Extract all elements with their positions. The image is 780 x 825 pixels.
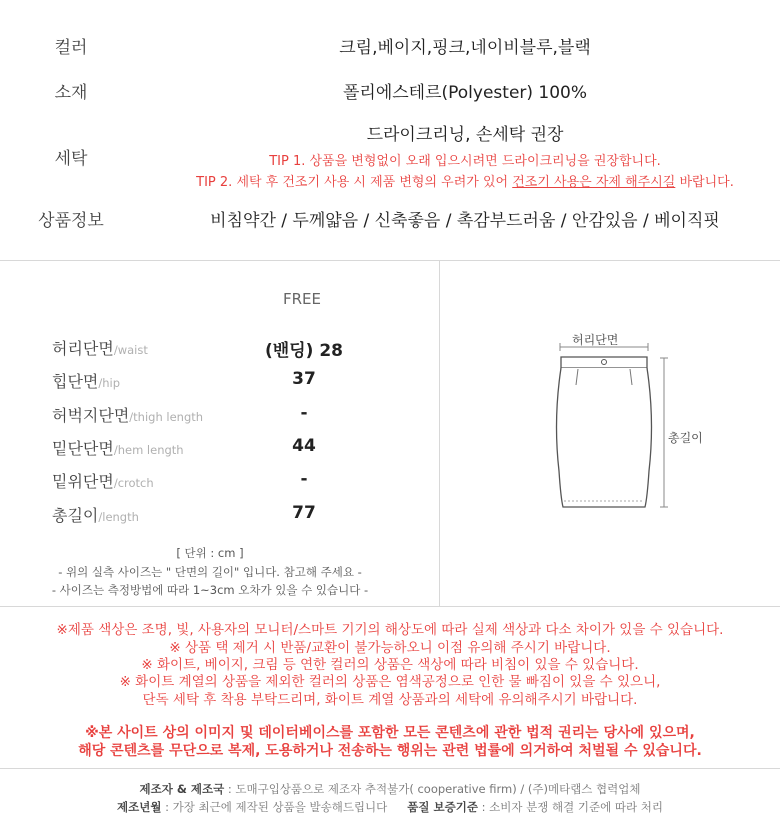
diagram-waist-label: 허리단면 bbox=[572, 333, 619, 347]
size-row-hip bbox=[52, 369, 382, 393]
size-name: 힙단면 bbox=[52, 372, 99, 391]
size-name: 허리단면 bbox=[52, 339, 114, 358]
footer-date-value: : 가장 최근에 제작된 상품을 발송해드립니다 bbox=[161, 800, 388, 814]
footer-maker bbox=[0, 781, 780, 797]
size-note-2: - 사이즈는 측정방법에 따라 1~3cm 오차가 있을 수 있습니다 - bbox=[51, 583, 369, 597]
washing-label: 세탁 bbox=[54, 149, 88, 169]
washing-value: 드라이크리닝, 손세탁 권장 bbox=[366, 125, 564, 145]
product-info-table bbox=[0, 0, 780, 260]
size-row-thigh bbox=[52, 403, 382, 427]
footer-quality-value: : 소비자 분쟁 해결 기준에 따라 처리 bbox=[477, 800, 663, 814]
product-detail-value: 비침약간 / 두께얇음 / 신축좋음 / 촉감부드러움 / 안감있음 / 베이직핏 bbox=[210, 211, 720, 231]
notice-line: ※ 화이트 계열의 상품을 제외한 컬러의 상품은 염색공정으로 인한 물 빠짐이 있을 수 있으니, bbox=[119, 674, 661, 690]
legal-notice-1: ※본 사이트 상의 이미지 및 데이터베이스를 포함한 모든 콘텐츠에 관한 법적 권리는 당사에 있으며, bbox=[85, 725, 695, 741]
size-value: 37 bbox=[292, 369, 316, 389]
footer-date-label: 제조년월 bbox=[117, 800, 162, 814]
size-value: - bbox=[300, 469, 308, 489]
color-label: 컬러 bbox=[54, 38, 88, 58]
footer-date-quality bbox=[0, 799, 780, 815]
diagram-length-label: 총길이 bbox=[668, 431, 703, 445]
divider bbox=[0, 606, 780, 607]
size-value: 77 bbox=[292, 503, 316, 523]
size-unit: [ 단위 : cm ] bbox=[176, 546, 244, 560]
size-sub: /waist bbox=[113, 343, 148, 357]
size-row-waist bbox=[52, 336, 382, 360]
size-section bbox=[0, 261, 780, 606]
size-sub: /thigh length bbox=[129, 410, 204, 424]
legal-notice-2: 해당 콘텐츠를 무단으로 복제, 도용하거나 전송하는 행위는 관련 법률에 의거하여 처벌될 수 있습니다. bbox=[78, 743, 702, 759]
size-sub: /hem length bbox=[113, 443, 184, 457]
size-divider bbox=[439, 261, 440, 606]
size-sub: /hip bbox=[98, 376, 121, 390]
divider bbox=[0, 768, 780, 769]
size-sub: /crotch bbox=[113, 476, 154, 490]
footer-maker-label: 제조자 & 제조국 bbox=[139, 782, 225, 796]
size-sub: /length bbox=[98, 510, 139, 524]
size-value: - bbox=[300, 403, 308, 423]
size-row-crotch bbox=[52, 469, 382, 493]
footer-quality-label: 품질 보증기준 bbox=[407, 800, 478, 814]
size-value: (밴딩) 28 bbox=[265, 341, 343, 361]
color-value: 크림,베이지,핑크,네이비블루,블랙 bbox=[339, 38, 591, 58]
tip-underlined-text: 건조기 사용은 자제 해주시길 bbox=[512, 175, 676, 190]
material-label: 소재 bbox=[54, 83, 88, 103]
product-detail-label: 상품정보 bbox=[38, 211, 104, 231]
notice-line: ※ 화이트, 베이지, 크림 등 연한 컬러의 상품은 색상에 따라 비침이 있을 수 있습니다. bbox=[141, 657, 639, 673]
notice-line: ※ 상품 택 제거 시 반품/교환이 불가능하오니 이점 유의해 주시기 바랍니다. bbox=[169, 640, 611, 656]
size-value: 44 bbox=[292, 436, 316, 456]
material-value: 폴리에스테르(Polyester) 100% bbox=[342, 83, 588, 103]
skirt-diagram bbox=[540, 341, 680, 521]
washing-tip-1: TIP 1. 상품을 변형없이 오래 입으시려면 드라이크리닝을 권장합니다. bbox=[269, 154, 661, 169]
size-name: 총길이 bbox=[52, 506, 99, 525]
notice-line: ※제품 색상은 조명, 빛, 사용자의 모니터/스마트 기기의 해상도에 따라 실제 색상과 다소 차이가 있을 수 있습니다. bbox=[56, 622, 724, 638]
footer-maker-value: : 도매구입상품으로 제조자 추적불가( cooperative firm) / (주)메타랩스 협력업체 bbox=[224, 782, 641, 796]
washing-tip-2: TIP 2. 세탁 후 건조기 사용 시 제품 변형의 우려가 있어 건조기 사용은 자제 해주시길 바랍니다. bbox=[196, 175, 734, 190]
size-header-free: FREE bbox=[282, 290, 321, 308]
notice-line: 단독 세탁 후 착용 부탁드리며, 화이트 계열 상품과의 세탁에 유의해주시기 바랍니다. bbox=[142, 692, 638, 708]
size-row-hem bbox=[52, 436, 382, 460]
size-name: 허벅지단면 bbox=[52, 406, 130, 425]
size-name: 밑단단면 bbox=[52, 439, 114, 458]
size-note-1: - 위의 실측 사이즈는 " 단면의 길이" 입니다. 참고해 주세요 - bbox=[58, 565, 362, 579]
size-name: 밑위단면 bbox=[52, 472, 114, 491]
size-row-length bbox=[52, 503, 382, 527]
